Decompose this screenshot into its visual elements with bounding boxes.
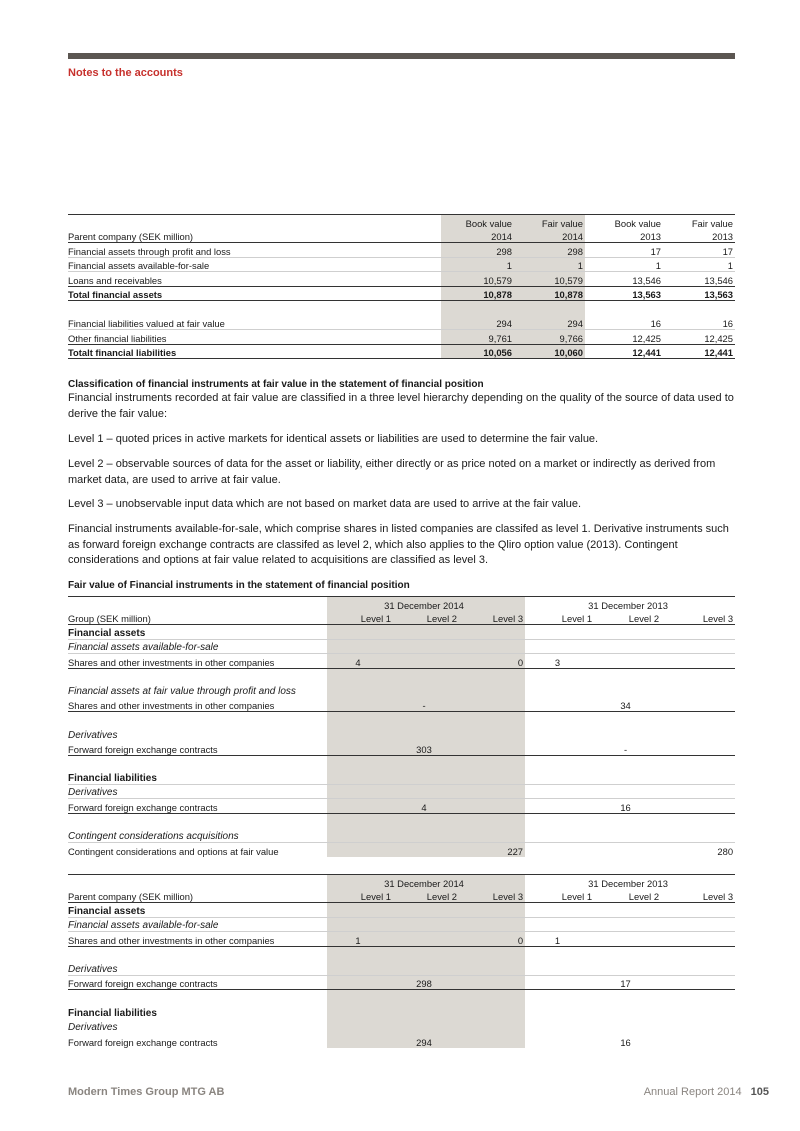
paragraph: Level 2 – observable sources of data for the asset or liability, either directly or as price noted on a market or indirectly as derived from market data, are used to arrive at fair value.: [68, 458, 716, 486]
subgroup-heading: Financial assets available-for-sale: [68, 639, 327, 654]
row-label-header: Group (SEK million): [68, 611, 327, 625]
col-header: Book value: [585, 215, 663, 229]
col-year: 2013: [585, 229, 663, 243]
paragraph: Financial instruments available-for-sale, which comprise shares in listed companies are classifed as level 1. Derivative instruments such as forward foreign exchange contracts are classifed as level 2, which also applies to the Qliro option value (2013). Contingent considerations and options at fair value related to acquisitions are classified as level 3.: [68, 523, 729, 566]
group-heading: Financial assets: [68, 625, 327, 640]
period-2014-header: 31 December 2014: [327, 597, 525, 611]
subgroup-heading: Derivatives: [68, 784, 327, 799]
col-year: 2014: [514, 229, 585, 243]
section-title: Notes to the accounts: [68, 67, 183, 79]
total-row: Totalt financial liabilities 10,056 10,060 12,441 12,441: [68, 344, 735, 359]
subgroup-heading: Financial assets at fair value through profit and loss: [68, 686, 296, 697]
footer-company: Modern Times Group MTG AB: [68, 1086, 225, 1098]
table-row: Shares and other investments in other companies 1 0 1: [68, 932, 735, 947]
fair-value-heading: Fair value of Financial instruments in the statement of financial position: [68, 580, 410, 591]
top-rule: [68, 53, 735, 59]
group-fair-value-table: 31 December 2014 31 December 2013 Group (SEK million) Level 1 Level 2 Level 3 Level 1 Level 2 Level 3 Financial assets Financial assets available-for-sale Shares and other investments in other companies 4 0 3 Financial assets at fair value through profit and loss Shares and other investments in other companies - 34 Derivatives Forward foreign exchange contracts 303 - Financial liabilities Derivatives Forward foreign exchange contracts 4 16 Contingent considerations acquisitions Contingent considerations and options at fair value 227 280: [68, 596, 735, 857]
paragraph: Level 1 – quoted prices in active markets for identical assets or liabilities are used to determine the fair value.: [68, 433, 599, 445]
col-year: 2013: [663, 229, 735, 243]
table-row: Forward foreign exchange contracts 4 16: [68, 799, 735, 814]
table-row: Forward foreign exchange contracts 294 16: [68, 1033, 735, 1048]
period-2013-header: 31 December 2013: [525, 597, 735, 611]
page-number: 105: [750, 1086, 769, 1098]
group-heading: Financial assets: [68, 903, 327, 918]
period-2013-header: 31 December 2013: [525, 875, 735, 889]
col-header: Fair value: [663, 215, 735, 229]
table-row: Other financial liabilities 9,761 9,766 12,425 12,425: [68, 330, 735, 345]
row-label-header: Parent company (SEK million): [68, 889, 327, 903]
col-header: Fair value: [514, 215, 585, 229]
period-2014-header: 31 December 2014: [327, 875, 525, 889]
table-row: Financial liabilities valued at fair value 294 294 16 16: [68, 315, 735, 330]
row-label-header: Parent company (SEK million): [68, 229, 441, 243]
subgroup-heading: Derivatives: [68, 961, 327, 976]
subgroup-heading: Derivatives: [68, 1022, 118, 1033]
table-row: Shares and other investments in other companies 4 0 3: [68, 654, 735, 669]
col-year: 2014: [441, 229, 514, 243]
group-heading: Financial liabilities: [68, 1007, 157, 1019]
table-row: Loans and receivables 10,579 10,579 13,546 13,546: [68, 272, 735, 287]
group-heading: Financial liabilities: [68, 770, 327, 785]
table-row: Shares and other investments in other companies - 34: [68, 697, 735, 712]
table-row: Forward foreign exchange contracts 298 17: [68, 975, 735, 990]
col-header: Book value: [441, 215, 514, 229]
table-row: Financial assets available-for-sale 1 1 1 1: [68, 257, 735, 272]
paragraph: Level 3 – unobservable input data which are not based on market data are used to arrive at the fair value.: [68, 498, 582, 510]
footer-report: [644, 1086, 769, 1098]
table-row: Forward foreign exchange contracts 303 -: [68, 741, 735, 756]
parent-company-fair-value-table: 31 December 2014 31 December 2013 Parent company (SEK million) Level 1 Level 2 Level 3 Level 1 Level 2 Level 3 Financial assets Financial assets available-for-sale Shares and other investments in other companies 1 0 1 Derivatives Forward foreign exchange contracts 298 17 Financial liabilities Derivatives Forward foreign exchange contracts 294 16: [68, 874, 735, 1048]
table-row: Contingent considerations and options at fair value 227 280: [68, 842, 735, 857]
total-row: Total financial assets 10,878 10,878 13,563 13,563: [68, 286, 735, 301]
classification-heading: Classification of financial instruments at fair value in the statement of financial position: [68, 379, 484, 390]
paragraph: Financial instruments recorded at fair value are classified in a three level hierarchy depending on the quality of the source of data used to derive the fair value:: [68, 392, 734, 420]
subgroup-heading: Financial assets available-for-sale: [68, 917, 327, 932]
subgroup-heading: Derivatives: [68, 729, 118, 741]
table-row: Financial assets through profit and loss 298 298 17 17: [68, 243, 735, 258]
footer-report-title: Annual Report 2014: [643, 1086, 742, 1098]
parent-company-financial-instruments-table: [68, 214, 735, 359]
subgroup-heading: Contingent considerations acquisitions: [68, 828, 327, 843]
